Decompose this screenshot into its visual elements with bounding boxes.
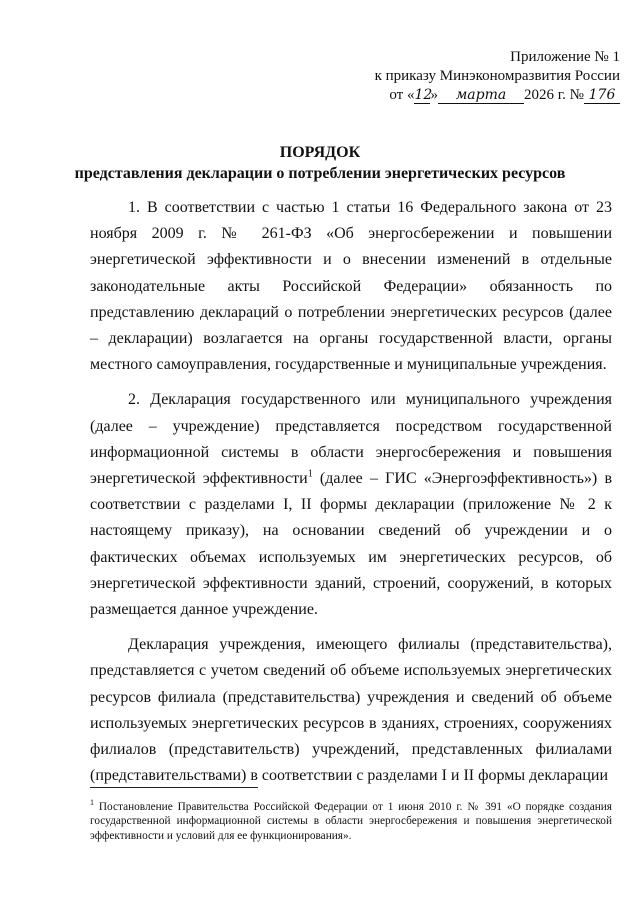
handwritten-month: марта <box>438 87 524 104</box>
paragraph-1: 1. В соответствии с частью 1 статьи 16 Федерального закона от 23 ноября 2009 г. № 261-ФЗ «Об энергосбережении и повышении энергетической эффективности и о внесении изменений в отдельные законодательные акты Российской Федерации» обязанность по представлению деклараций о потреблении энергетических ресурсов (далее – декларации) возлагается на органы государственной власти, органы местного самоуправления, государственные и муниципальные учреждения. <box>90 199 612 374</box>
footnote-reference[interactable]: 1 <box>307 468 313 480</box>
paragraph-3: Декларация учреждения, имеющего филиалы (представительства), представляется с учетом сведений об объеме используемых энергетических ресурсов филиала (представительства) учреждения и сведений об объеме используемых энергетических ресурсов в зданиях, строениях, сооружениях филиалов (представительств) учреждений, представленных филиалами (представительствами) в соответствии с разделами I и II формы декларации <box>90 636 612 785</box>
document-body <box>90 195 612 789</box>
paragraph-2 <box>90 387 612 623</box>
date-prefix: от « <box>389 87 415 103</box>
attachment-number: Приложение № 1 <box>510 49 620 65</box>
footnote-text: Постановление Правительства Российской Федерации от 1 июня 2010 г. № 391 «О порядке создания государственной информационной системы в области энергосбережения и повышения энергетической эффективности и условий для ее функционирования». <box>90 800 612 842</box>
year-and-number-label: 2026 г. № <box>523 87 584 103</box>
handwritten-order-number: 176 <box>584 87 620 104</box>
paragraph-2-text-b: (далее – ГИС «Энергоэффективность») в соответствии с разделами I, II формы декларации (приложение № 2 к настоящему приказу), на основании сведений об учреждении и о фактических объемах используемых им энергетических ресурсов, об энергетической эффективности зданий, строений, сооружений, в которых размещается данное учреждение. <box>90 470 612 619</box>
paragraph-2-text-a: 2. Декларация государственного или муниципального учреждения (далее – учреждение) представляется посредством государственной информационной системы в области энергосбережения и повышения энергетической эффективности <box>90 391 612 488</box>
handwritten-day: 12 <box>414 87 433 103</box>
attachment-date-line <box>340 86 620 105</box>
attachment-header <box>340 48 620 105</box>
footnote-separator <box>90 787 258 788</box>
title-subheading: представления декларации о потреблении энергетических ресурсов <box>74 165 566 182</box>
footnote <box>90 796 612 844</box>
date-quote-close: » <box>430 87 438 103</box>
footnote-marker: 1 <box>90 798 94 807</box>
title-heading: ПОРЯДОК <box>279 144 361 161</box>
document-title <box>0 142 640 184</box>
attachment-order-reference: к приказу Минэкономразвития России <box>374 68 620 84</box>
